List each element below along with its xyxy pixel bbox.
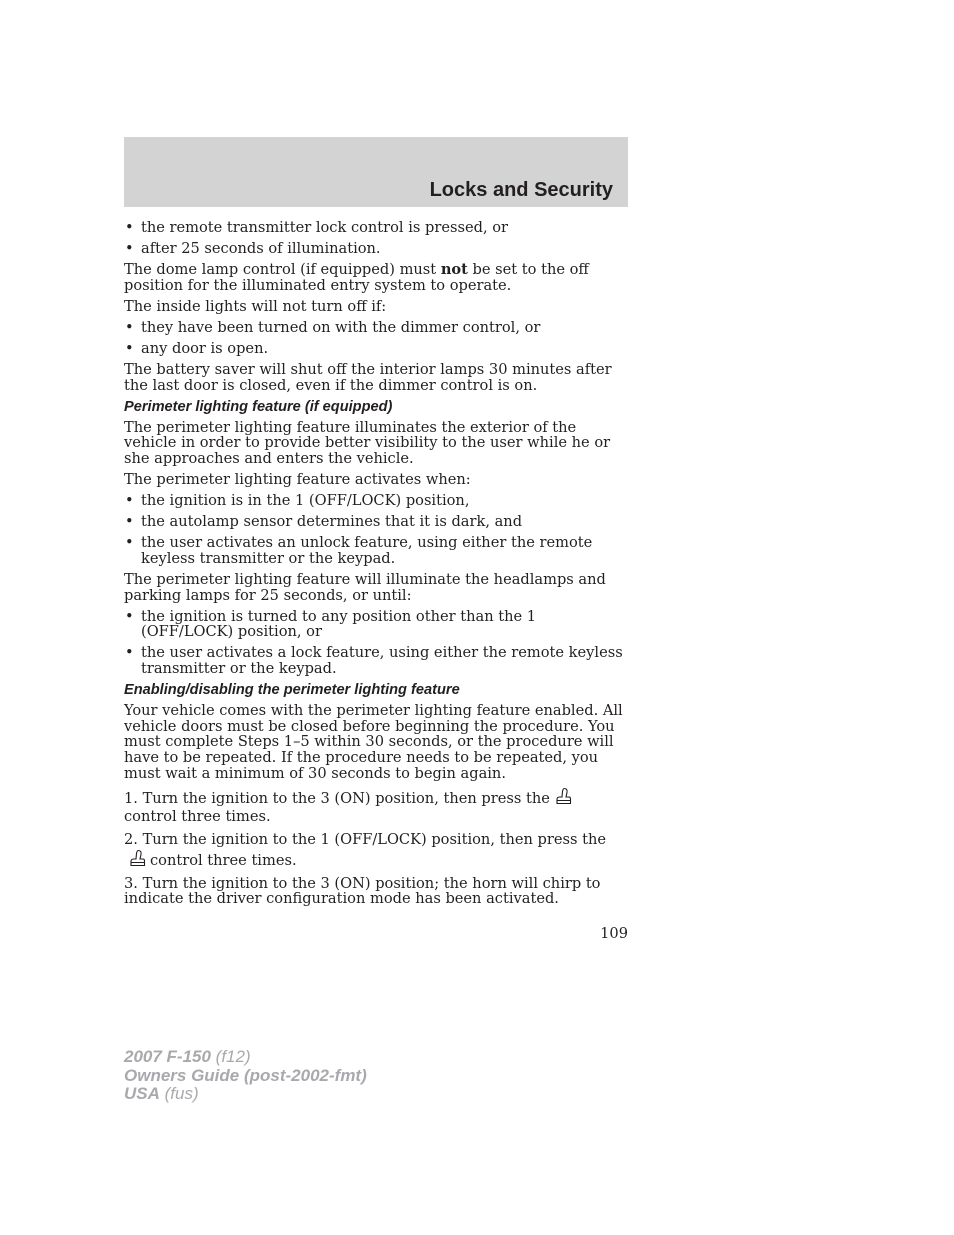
bullet: • [125,607,134,625]
bullet: • [125,534,134,552]
footer-line-market: USA (fus) [124,1084,199,1103]
list-item: • they have been turned on with the dimmer control, or [125,318,541,336]
step-2: 2. Turn the ignition to the 1 (OFF/LOCK) position, then press thecontrol three times. [124,831,607,870]
inside-lights-bullet-list [124,320,628,357]
bullet: • [125,513,134,531]
bullet: • [125,492,134,510]
dome-lamp-paragraph: The dome lamp control (if equipped) must not be set to the off position for the illuminated entry system to operate. [124,261,589,294]
bullet: • [125,644,134,662]
bullet: • [125,219,134,236]
list-item: • the ignition is turned to any position other than the 1 (OFF/LOCK) position, or [125,607,537,641]
battery-saver-paragraph: The battery saver will shut off the interior lamps 30 minutes after the last door is closed, even if the dimmer control is on. [124,361,612,394]
intro-bullet-list [124,220,628,257]
bullet: • [125,318,134,336]
enabling-description: Your vehicle comes with the perimeter lighting feature enabled. All vehicle doors must be closed before beginning the procedure. You must complete Steps 1–5 within 30 seconds, or the procedure will have to be repeated. If the procedure needs to be repeated, you must wait a minimum of 30 seconds to begin again. [124,702,623,782]
enabling-heading: Enabling/disabling the perimeter lighting feature [124,682,460,699]
list-item: • the user activates an unlock feature, using either the remote keyless transmitter or the keypad. [125,534,593,567]
seat-memory-control-icon [128,849,146,867]
footer-line-model: 2007 F-150 (f12) [124,1047,251,1066]
perimeter-until-list [124,609,628,677]
perimeter-description: The perimeter lighting feature illuminates the exterior of the vehicle in order to provide better visibility to the user while he or she approaches and enters the vehicle. [124,418,611,468]
list-item: • after 25 seconds of illumination. [125,240,381,258]
list-item: • the autolamp sensor determines that it is dark, and [125,513,523,531]
perimeter-heading: Perimeter lighting feature (if equipped) [124,398,393,415]
bullet: • [125,340,134,358]
perimeter-activates-intro: The perimeter lighting feature activates when: [124,471,471,489]
bullet: • [125,240,134,258]
emphasis-not: not [440,261,468,279]
list-item: • the ignition is in the 1 (OFF/LOCK) position, [125,492,470,510]
document-footer [124,1048,367,1104]
perimeter-activates-list [124,493,628,566]
footer-line-guide: Owners Guide (post-2002-fmt) [124,1065,367,1085]
list-item: • any door is open. [125,340,269,358]
step-1: 1. Turn the ignition to the 3 (ON) position, then press thecontrol three times. [124,787,628,826]
list-item: • the user activates a lock feature, using either the remote keyless transmitter or the keypad. [125,644,623,678]
perimeter-illuminate-intro: The perimeter lighting feature will illuminate the headlamps and parking lamps for 25 seconds, or until: [124,571,606,604]
step-3: 3. Turn the ignition to the 3 (ON) position; the horn will chirp to indicate the driver configuration mode has been activated. [124,874,601,908]
inside-lights-intro: The inside lights will not turn off if: [124,297,387,315]
section-header-band [124,137,628,207]
list-item: • the remote transmitter lock control is pressed, or [125,219,508,236]
page-content [124,220,628,912]
page-number: 109 [600,925,628,942]
section-title: Locks and Security [429,179,613,201]
seat-memory-control-icon [554,787,572,805]
